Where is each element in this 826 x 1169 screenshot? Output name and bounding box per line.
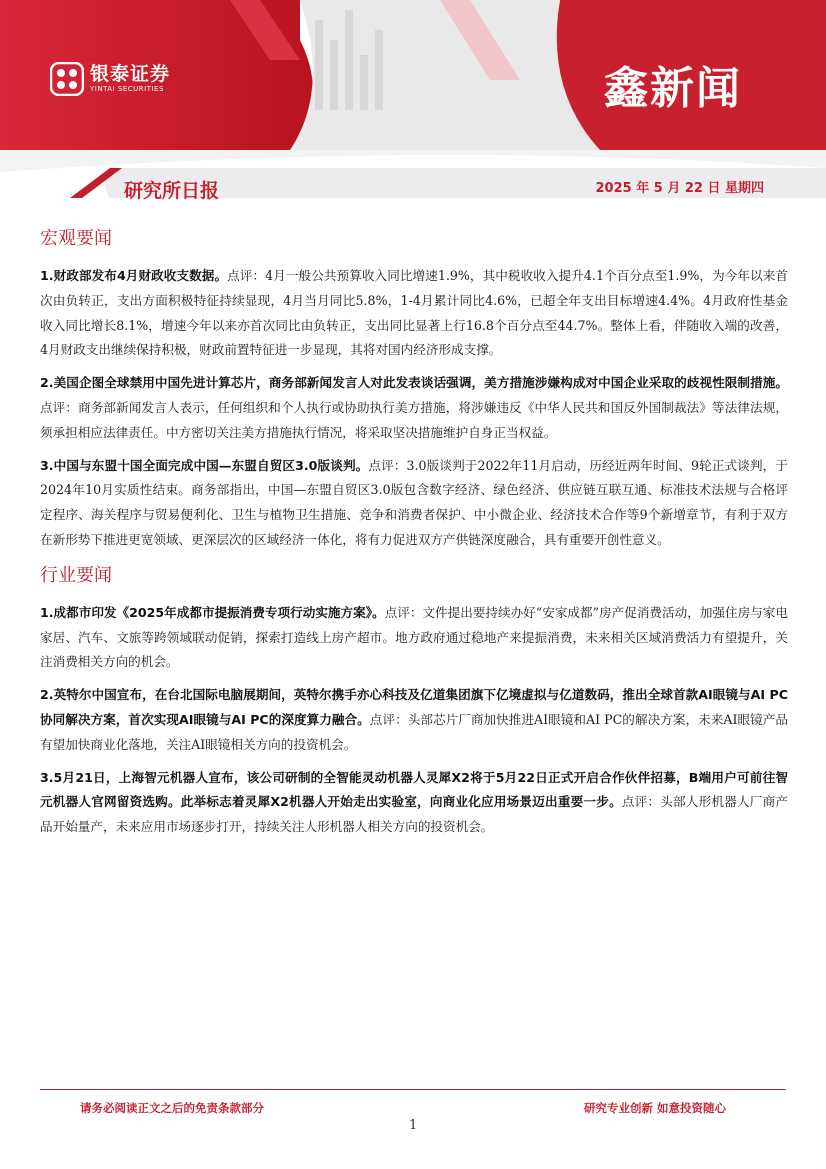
news-comment: 点评：文件提出要持续办好“安家成都”房产促消费活动，加强住房与家电家居、汽车、文旅等跨领域联动促销，探索打造线上房产超市。地方政府通过稳地产来提振消费，未来相关区域消费活力有望提升，关注消费相关方向的机会。	[40, 604, 788, 670]
brand-title: 鑫新闻	[604, 63, 742, 114]
news-headline: 3.5月21日，上海智元机器人宣布，该公司研制的全智能灵动机器人灵犀X2将于5月22日正式开启合作伙伴招募，B端用户可前往智元机器人官网留资选购。此举标志着灵犀X2机器人开始走出实验室，向商业化应用场景迈出重要一步。	[40, 769, 788, 810]
news-item	[40, 264, 788, 363]
news-comment: 点评：3.0版谈判于2022年11月启动，历经近两年时间、9轮正式谈判，于2024年10月实质性结束。商务部指出，中国—东盟自贸区3.0版包含数字经济、绿色经济、供应链互联互通、标准技术法规与合格评定程序、海关程序与贸易便利化、卫生与植物卫生措施、竞争和消费者保护、中小微企业、经济技术合作等9个新增章节，有利于双方在新形势下推进更宽领域、更深层次的区域经济一体化，将有力促进双方产供链深度融合，具有重要开创性意义。	[40, 457, 788, 547]
news-comment: 点评：4月一般公共预算收入同比增速1.9%，其中税收收入提升4.1个百分点至1.9%，为今年以来首次由负转正，支出方面积极特征持续显现，4月当月同比5.8%，1-4月累计同比4.6%，已超全年支出目标增速4.4%。4月政府性基金收入同比增长8.1%，增速今年以来亦首次同比由负转正，支出同比显著上行16.8个百分点至44.7%。整体上看，伴随收入端的改善，4月财政支出继续保持积极，财政前置特征进一步显现，其将对国内经济形成支撑。	[40, 268, 789, 358]
page-header	[0, 0, 826, 200]
news-item	[40, 601, 788, 675]
report-body	[40, 220, 788, 848]
news-item	[40, 371, 788, 445]
news-item	[40, 454, 788, 553]
section-macro	[40, 224, 788, 553]
section-industry	[40, 561, 788, 840]
logo-english-name: YINTAI SECURITIES	[90, 85, 164, 93]
company-logo	[50, 62, 170, 96]
news-headline: 2.美国企图全球禁用中国先进计算芯片，商务部新闻发言人对此发表谈话强调，美方措施涉嫌构成对中国企业采取的歧视性限制措施。	[40, 375, 788, 391]
section-title-macro: 宏观要闻	[40, 228, 112, 249]
news-comment: 点评：头部芯片厂商加快推进AI眼镜和AI PC的解决方案，未来AI眼镜产品有望加快商业化落地，关注AI眼镜相关方向的投资机会。	[40, 711, 788, 752]
news-headline: 1.成都市印发《2025年成都市提振消费专项行动实施方案》。	[40, 604, 385, 620]
news-headline: 3.中国与东盟十国全面完成中国—东盟自贸区3.0版谈判。	[40, 457, 369, 473]
news-headline: 2.英特尔中国宣布，在台北国际电脑展期间，英特尔携手亦心科技及亿道集团旗下亿境虚拟与亿道数码，推出全球首款AI眼镜与AI PC协同解决方案，首次实现AI眼镜与AI PC的深度算力融合。	[40, 687, 788, 727]
news-item	[40, 683, 788, 757]
footer-disclaimer: 请务必阅读正文之后的免责条款部分	[80, 1101, 264, 1115]
news-headline: 1.财政部发布4月财政收支数据。	[40, 268, 228, 283]
report-title: 研究所日报	[124, 180, 220, 200]
page-number: 1	[409, 1118, 418, 1133]
logo-mark-icon	[50, 62, 84, 96]
section-title-industry: 行业要闻	[40, 564, 112, 586]
news-comment: 点评：头部人形机器人厂商产品开始量产，未来应用市场逐步打开，持续关注人形机器人相关方向的投资机会。	[40, 794, 788, 835]
footer-divider	[40, 1089, 786, 1090]
news-item	[40, 766, 788, 840]
footer-slogan: 研究专业创新 如意投资随心	[584, 1101, 727, 1115]
news-comment: 点评：商务部新闻发言人表示，任何组织和个人执行或协助执行美方措施，将涉嫌违反《中华人民共和国反外国制裁法》等法律法规，须承担相应法律责任。中方密切关注美方措施执行情况，将采取坚决措施维护自身正当权益。	[40, 399, 788, 440]
report-date: 2025 年 5 月 22 日 星期四	[595, 181, 764, 196]
logo-chinese-name: 银泰证券	[90, 63, 171, 85]
